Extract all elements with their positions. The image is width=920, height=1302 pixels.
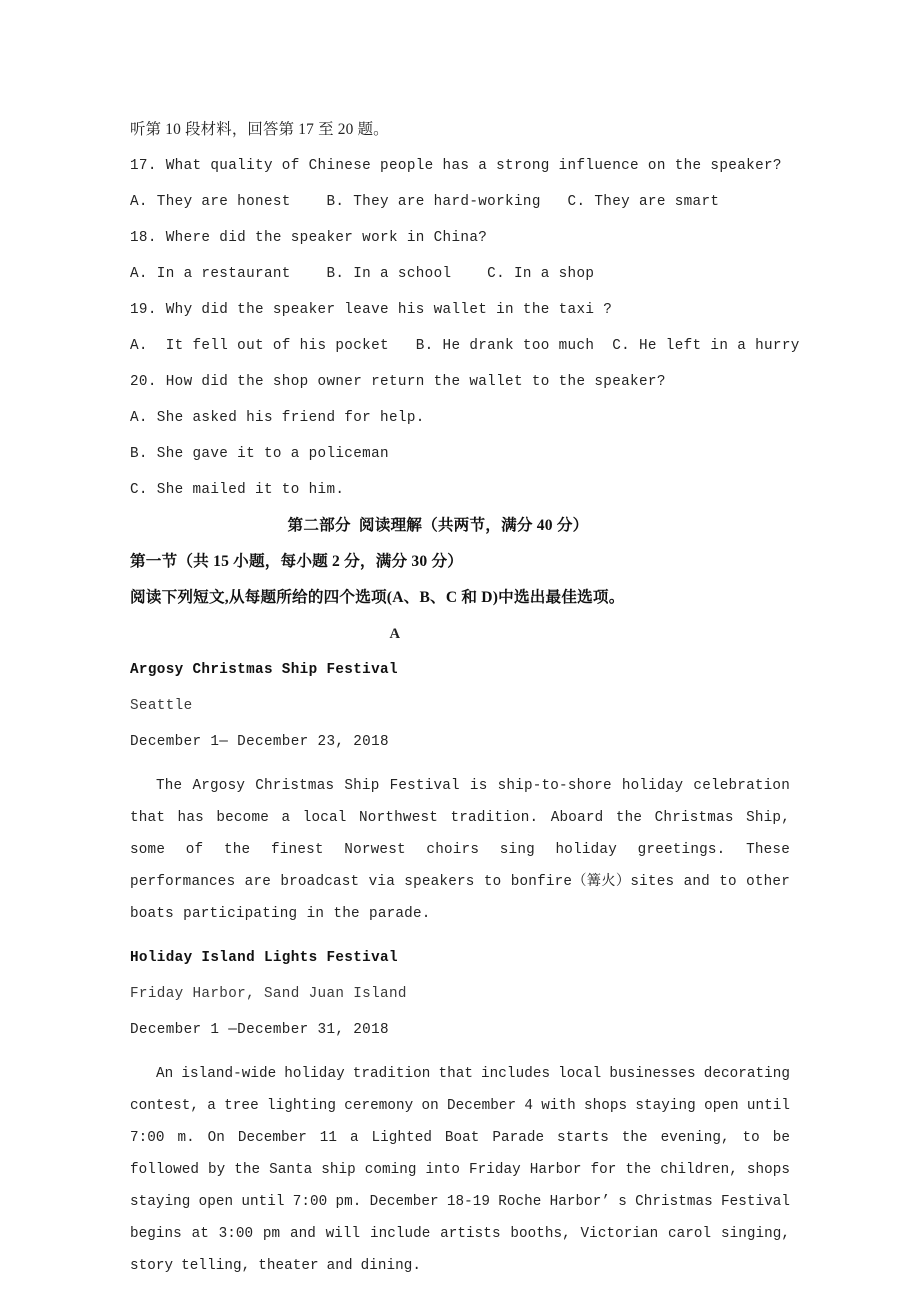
question-20-option-c: C. She mailed it to him. (130, 482, 345, 498)
section-one-heading: 第一节（共 15 小题，每小题 2 分，满分 30 分） (130, 553, 464, 570)
question-19-stem: 19. Why did the speaker leave his wallet in the taxi ? (130, 302, 613, 318)
question-20-stem: 20. How did the shop owner return the wallet to the speaker? (130, 374, 666, 390)
festival-2-title: Holiday Island Lights Festival (130, 950, 398, 966)
passage-letter-a: A (389, 626, 401, 642)
festival-1-dates: December 1— December 23, 2018 (130, 734, 389, 750)
spacer (130, 760, 790, 770)
spacer (130, 1048, 790, 1058)
festival-1-location: Seattle (130, 698, 193, 714)
question-17-options: A. They are honest B. They are hard-working C. They are smart (130, 194, 720, 210)
festival-2-dates: December 1 —December 31, 2018 (130, 1022, 389, 1038)
question-20-option-b: B. She gave it to a policeman (130, 446, 389, 462)
question-17-stem: 17. What quality of Chinese people has a strong influence on the speaker? (130, 158, 782, 174)
listening-instruction: 听第 10 段材料，回答第 17 至 20 题。 (130, 121, 389, 138)
festival-2-location: Friday Harbor, Sand Juan Island (130, 986, 407, 1002)
page-content (130, 112, 800, 1282)
question-19-options: A. It fell out of his pocket B. He drank too much C. He left in a hurry (130, 338, 800, 354)
festival-1-body-text: The Argosy Christmas Ship Festival is ship-to-shore holiday celebration that has become a local Northwest tradition. Aboard the Christmas Ship, some of the finest Norwest choirs sing holiday greetings. These performances are broadcast via speakers to bonfire（篝火）sites and to other boats participating in the parade. (130, 778, 790, 922)
festival-1-body (130, 770, 790, 930)
question-20-option-a: A. She asked his friend for help. (130, 410, 425, 426)
reading-directions: 阅读下列短文,从每题所给的四个选项(A、B、C 和 D)中选出最佳选项。 (130, 589, 625, 606)
festival-1-title: Argosy Christmas Ship Festival (130, 662, 398, 678)
festival-2-body (130, 1058, 790, 1282)
question-18-stem: 18. Where did the speaker work in China? (130, 230, 488, 246)
question-18-options: A. In a restaurant B. In a school C. In a shop (130, 266, 595, 282)
part-two-heading: 第二部分 阅读理解（共两节，满分 40 分） (287, 517, 589, 534)
spacer (130, 930, 790, 940)
festival-2-body-text: An island-wide holiday tradition that includes local businesses decorating contest, a tree lighting ceremony on December 4 with shops staying open until 7:00 m. On December 11 a Lighted Boat Parade starts the evening, to be followed by the Santa ship coming into Friday Harbor for the children, shops staying open until 7:00 pm. December 18-19 Roche Harbor’ s Christmas Festival begins at 3:00 pm and will include artists booths, Victorian carol singing, story telling, theater and dining. (130, 1066, 790, 1274)
